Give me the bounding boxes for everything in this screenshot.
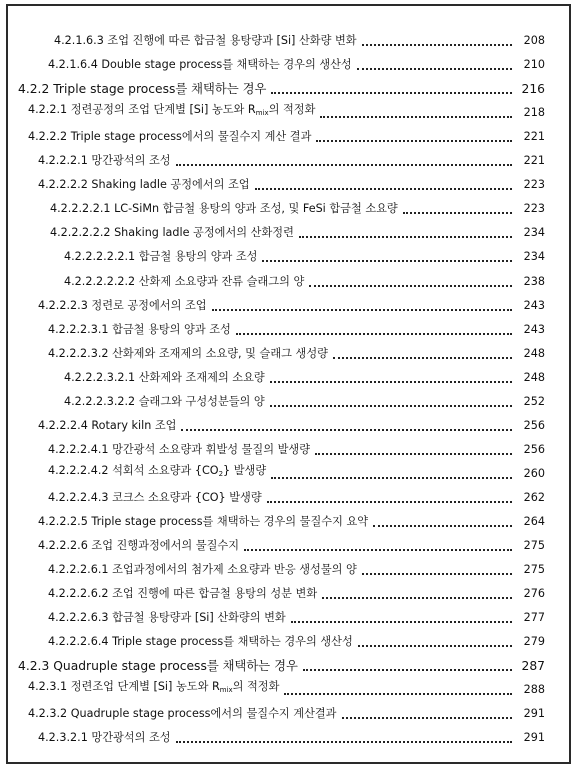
subscript: mix xyxy=(255,109,269,118)
toc-entry[interactable] xyxy=(8,266,569,290)
page-number: 223 xyxy=(523,178,545,192)
section-title: 조업 진행에 따른 합금철 용탕의 성분 변화 xyxy=(112,587,318,601)
dot-leader xyxy=(270,381,512,383)
section-number: 4.2.2.2.2.1 xyxy=(50,202,111,216)
toc-entry[interactable] xyxy=(8,459,569,483)
section-title: 산화제와 조재제의 소요량 xyxy=(138,370,265,384)
dot-leader xyxy=(284,693,512,695)
toc-entry-title xyxy=(38,152,171,170)
section-title: Triple stage process를 채택하는 경우의 물질수지 요약 xyxy=(91,514,369,528)
section-number: 4.2.2.2.4.3 xyxy=(48,490,109,504)
page-number: 275 xyxy=(523,563,545,577)
toc-entry-title xyxy=(64,393,265,411)
page-number: 248 xyxy=(523,370,545,384)
section-number: 4.2.3.2 xyxy=(28,707,68,721)
toc-entry[interactable] xyxy=(8,194,569,218)
section-number: 4.2.2.2.5 xyxy=(38,514,88,528)
toc-entry[interactable] xyxy=(8,531,569,555)
toc-entry[interactable] xyxy=(8,411,569,435)
section-title: 정련로 공정에서의 조업 xyxy=(91,298,207,312)
section-title: Quadruple stage process를 채택하는 경우 xyxy=(53,659,298,674)
toc-entry[interactable] xyxy=(8,170,569,194)
toc-entry-title xyxy=(38,513,368,531)
dot-leader xyxy=(373,525,512,527)
dot-leader xyxy=(320,116,512,118)
section-number: 4.2.2.2.2.2.1 xyxy=(64,250,136,264)
toc-entry-title xyxy=(64,369,265,387)
page-number: 256 xyxy=(523,418,545,432)
dot-leader xyxy=(315,453,512,455)
toc-entry[interactable] xyxy=(8,723,569,747)
dot-leader xyxy=(236,333,512,335)
page-number: 221 xyxy=(523,154,545,168)
toc-entry-title xyxy=(50,200,398,218)
dot-leader xyxy=(244,549,512,551)
toc-entry[interactable] xyxy=(8,218,569,242)
section-title: 합금철 용탕량과 [Si] 산화량의 변화 xyxy=(112,611,286,625)
page-number: 277 xyxy=(523,611,545,625)
toc-entry-title xyxy=(48,345,328,363)
dot-leader xyxy=(270,405,512,407)
toc-entry-title xyxy=(38,729,171,747)
section-number: 4.2.1.6.4 xyxy=(48,58,98,72)
section-number: 4.2.2.2.6.2 xyxy=(48,587,109,601)
dot-leader xyxy=(181,429,512,431)
dot-leader xyxy=(362,44,512,46)
page-number: 243 xyxy=(523,322,545,336)
toc-entry-title xyxy=(28,101,315,122)
section-title: LC-SiMn 합금철 용탕의 양과 조성, 및 FeSi 합금철 소요량 xyxy=(114,202,398,216)
section-title: 조업 진행에 따른 합금철 용탕량과 [Si] 산화량 변화 xyxy=(107,34,357,48)
toc-entry[interactable] xyxy=(8,242,569,266)
page-number: 291 xyxy=(523,731,545,745)
dot-leader xyxy=(299,236,512,238)
section-title: 슬래그와 구성성분들의 양 xyxy=(138,394,265,408)
section-number: 4.2.2.2.6.1 xyxy=(48,563,109,577)
section-title: 산화제와 조재제의 소요량, 및 슬래그 생성량 xyxy=(112,346,328,360)
page-number: 287 xyxy=(521,659,545,674)
page-number: 234 xyxy=(523,226,545,240)
toc-entry[interactable] xyxy=(8,435,569,459)
toc-entry[interactable] xyxy=(8,122,569,146)
section-number: 4.2.1.6.3 xyxy=(54,34,104,48)
page-number: 264 xyxy=(523,514,545,528)
page-number: 248 xyxy=(523,346,545,360)
toc-entry-title xyxy=(38,297,207,315)
section-number: 4.2.2.2.6.4 xyxy=(48,635,109,649)
toc-entry-title xyxy=(50,224,294,242)
dot-leader xyxy=(255,188,512,190)
toc-entry[interactable] xyxy=(8,579,569,603)
section-title-continuation: } 발생량 xyxy=(223,463,267,477)
section-number: 4.2.2.2.3.2.1 xyxy=(64,370,136,384)
toc-entry-title xyxy=(48,561,357,579)
section-title: 산화제 소요량과 잔류 슬래그의 양 xyxy=(138,274,305,288)
dot-leader xyxy=(357,68,512,70)
dot-leader xyxy=(333,357,512,359)
section-number: 4.2.2.2.6.3 xyxy=(48,611,109,625)
dot-leader xyxy=(267,501,512,503)
toc-entry[interactable] xyxy=(8,315,569,339)
toc-entry[interactable] xyxy=(8,603,569,627)
page-number: 256 xyxy=(523,442,545,456)
page-number: 210 xyxy=(523,58,545,72)
section-number: 4.2.2 xyxy=(18,82,50,97)
section-title: 망간광석의 조성 xyxy=(91,731,171,745)
dot-leader xyxy=(291,621,512,623)
dot-leader xyxy=(176,741,512,743)
toc-entry-title xyxy=(48,633,353,651)
section-number: 4.2.2.2.6 xyxy=(38,539,88,553)
section-title-continuation: 의 적정화 xyxy=(268,103,316,117)
toc-entry-title xyxy=(48,441,310,459)
document-page xyxy=(6,4,571,764)
section-title: Triple stage process에서의 물질수지 계산 결과 xyxy=(70,130,312,144)
page-number: 208 xyxy=(523,34,545,48)
toc-entry-title xyxy=(18,80,266,98)
section-number: 4.2.2.2.3.2 xyxy=(48,346,109,360)
page-number: 291 xyxy=(523,707,545,721)
toc-entry[interactable] xyxy=(8,675,569,699)
page-number: 276 xyxy=(523,587,545,601)
page-number: 275 xyxy=(523,539,545,553)
toc-entry[interactable] xyxy=(8,507,569,531)
section-number: 4.2.2.2.4.1 xyxy=(48,442,109,456)
section-number: 4.2.2.2.4 xyxy=(38,418,88,432)
section-title: 석회석 소요량과 {CO xyxy=(112,463,219,477)
toc-entry[interactable] xyxy=(8,699,569,723)
table-of-contents xyxy=(8,26,569,747)
section-title: 정련조업 단계별 [Si] 농도와 R xyxy=(70,680,220,694)
section-title: 합금철 용탕의 양과 조성 xyxy=(138,250,258,264)
section-number: 4.2.2.2.2.2 xyxy=(50,226,111,240)
page-number: 218 xyxy=(523,106,545,120)
section-title: Triple stage process를 채택하는 경우의 생산성 xyxy=(112,635,353,649)
section-number: 4.2.2.2.2.2.2 xyxy=(64,274,136,288)
toc-entry-title xyxy=(28,678,279,699)
toc-entry-title xyxy=(54,32,357,50)
dot-leader xyxy=(303,669,512,671)
dot-leader xyxy=(309,285,512,287)
section-title: 조업과정에서의 첨가제 소요량과 반응 생성물의 양 xyxy=(112,563,357,577)
toc-entry-title xyxy=(48,585,317,603)
section-title: 정련공정의 조업 단계별 [Si] 농도와 R xyxy=(70,103,256,117)
page-number: 252 xyxy=(523,394,545,408)
page-number: 243 xyxy=(523,298,545,312)
toc-entry-title xyxy=(64,273,304,291)
toc-entry[interactable] xyxy=(8,483,569,507)
section-title: 코크스 소요량과 {CO} 발생량 xyxy=(112,490,262,504)
section-number: 4.2.2.2.4.2 xyxy=(48,463,109,477)
subscript: 2 xyxy=(218,469,224,478)
dot-leader xyxy=(262,260,512,262)
toc-entry[interactable] xyxy=(8,651,569,675)
page-number: 234 xyxy=(523,250,545,264)
section-number: 4.2.2.2.3.2.2 xyxy=(64,394,136,408)
section-title: 망간광석의 조성 xyxy=(91,154,171,168)
page-number: 216 xyxy=(521,82,545,97)
section-title-continuation: 의 적정화 xyxy=(232,680,280,694)
toc-entry[interactable] xyxy=(8,50,569,74)
toc-entry-title xyxy=(38,537,239,555)
toc-entry-title xyxy=(64,248,257,266)
dot-leader xyxy=(322,597,512,599)
toc-entry[interactable] xyxy=(8,98,569,122)
section-title: 조업 진행과정에서의 물질수지 xyxy=(91,539,239,553)
toc-entry[interactable] xyxy=(8,74,569,98)
toc-entry-title xyxy=(38,176,250,194)
toc-entry[interactable] xyxy=(8,146,569,170)
section-title: Quadruple stage process에서의 물질수지 계산결과 xyxy=(70,707,337,721)
page-number: 279 xyxy=(523,635,545,649)
toc-entry-title xyxy=(48,489,262,507)
page-number: 288 xyxy=(523,683,545,697)
dot-leader xyxy=(316,140,512,142)
page-number: 223 xyxy=(523,202,545,216)
page-number: 260 xyxy=(523,466,545,480)
section-number: 4.2.3.1 xyxy=(28,680,68,694)
toc-entry-title xyxy=(48,609,286,627)
page-number: 221 xyxy=(523,130,545,144)
dot-leader xyxy=(212,309,512,311)
section-number: 4.2.2.2.1 xyxy=(38,154,88,168)
section-number: 4.2.2.2.3 xyxy=(38,298,88,312)
toc-entry-title xyxy=(18,657,298,675)
toc-entry-title xyxy=(48,56,352,74)
page-number: 262 xyxy=(523,490,545,504)
toc-entry[interactable] xyxy=(8,363,569,387)
dot-leader xyxy=(271,92,512,94)
dot-leader xyxy=(403,212,512,214)
subscript: mix xyxy=(219,686,233,695)
section-title: Rotary kiln 조업 xyxy=(91,418,177,432)
toc-entry-title xyxy=(28,705,337,723)
dot-leader xyxy=(358,645,512,647)
toc-entry[interactable] xyxy=(8,387,569,411)
toc-entry[interactable] xyxy=(8,291,569,315)
toc-entry[interactable] xyxy=(8,627,569,651)
section-number: 4.2.2.2.3.1 xyxy=(48,322,109,336)
toc-entry-title xyxy=(38,417,176,435)
dot-leader xyxy=(362,573,512,575)
toc-entry-title xyxy=(28,128,311,146)
section-title: 망간광석 소요량과 휘발성 물질의 발생량 xyxy=(112,442,311,456)
toc-entry-title xyxy=(48,462,266,483)
section-title: 합금철 용탕의 양과 조성 xyxy=(112,322,231,336)
section-number: 4.2.2.2.2 xyxy=(38,178,88,192)
toc-entry[interactable] xyxy=(8,339,569,363)
toc-entry-title xyxy=(48,321,231,339)
section-number: 4.2.3 xyxy=(18,659,50,674)
section-title: Shaking ladle 공정에서의 산화정련 xyxy=(114,226,294,240)
section-number: 4.2.3.2.1 xyxy=(38,731,88,745)
dot-leader xyxy=(176,164,512,166)
section-number: 4.2.2.2 xyxy=(28,130,68,144)
page-number: 238 xyxy=(523,274,545,288)
section-number: 4.2.2.1 xyxy=(28,103,68,117)
toc-entry[interactable] xyxy=(8,26,569,50)
section-title: Shaking ladle 공정에서의 조업 xyxy=(91,178,250,192)
dot-leader xyxy=(271,477,512,479)
toc-entry[interactable] xyxy=(8,555,569,579)
dot-leader xyxy=(342,717,513,719)
section-title: Double stage process를 채택하는 경우의 생산성 xyxy=(101,58,352,72)
section-title: Triple stage process를 채택하는 경우 xyxy=(53,82,267,97)
